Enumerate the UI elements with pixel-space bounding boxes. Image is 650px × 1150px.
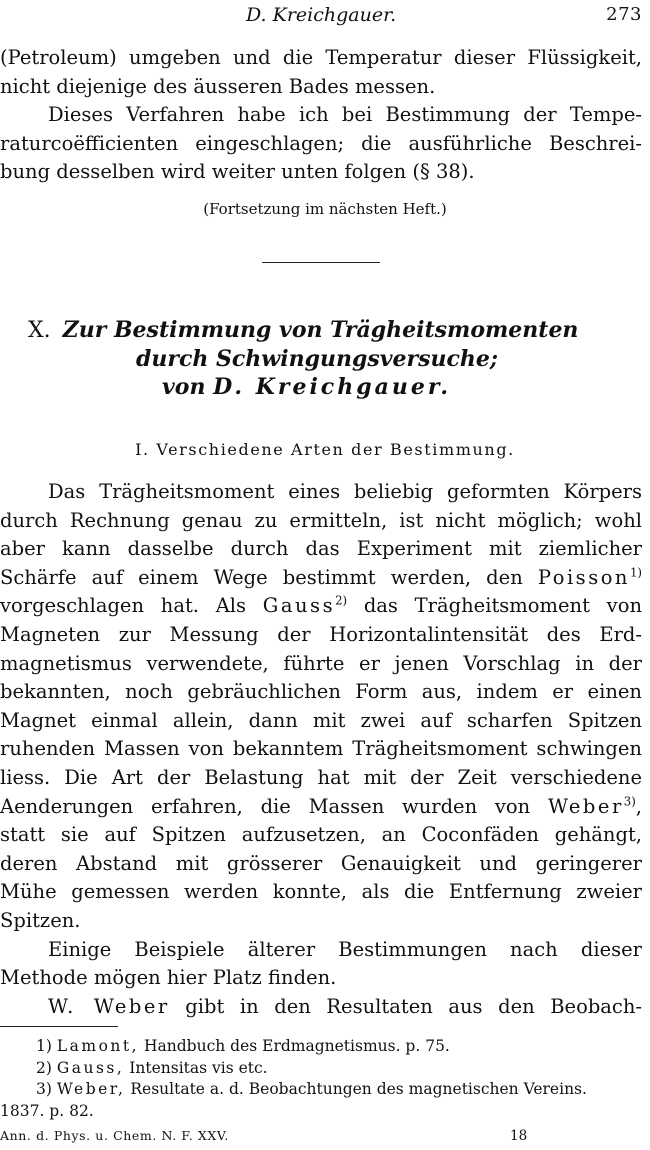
text-run: Aenderungen erfahren, die Massen wurden von: [0, 794, 531, 818]
text-line: Magnet einmal allein, dann mit zwei auf scharfen Spitzen: [0, 708, 642, 732]
text-line: bekannten, noch gebräuchlichen Form aus, indem er einen: [0, 680, 642, 704]
text-run: vorgeschlagen hat. Als: [0, 594, 247, 618]
text-line: statt sie auf Spitzen aufzusetzen, an Coconfäden gehängt,: [0, 823, 642, 847]
text-line: Mühe gemessen werden konnte, als die Entfernung zweier: [0, 880, 642, 904]
sheet-number: 18: [510, 1128, 528, 1144]
text-run: gibt in den Resultaten aus den Beobach-: [185, 994, 642, 1018]
footnote-text: Intensitas vis etc.: [129, 1058, 268, 1077]
text-line: durch Rechnung genau zu ermitteln, ist nicht möglich; wohl: [0, 508, 642, 532]
section-divider: [262, 262, 380, 263]
article-number: X.: [28, 318, 51, 343]
signature-line: [0, 1128, 650, 1148]
title-line-2: durch Schwingungsversuche;: [136, 346, 498, 372]
journal-signature: Ann. d. Phys. u. Chem. N. F. XXV.: [0, 1128, 229, 1143]
text-line: deren Abstand mit grösserer Genauigkeit und geringerer: [0, 851, 642, 875]
text-line: magnetismus verwendete, führte er jenen Vorschlag in der: [0, 651, 642, 675]
footnotes: [0, 1036, 642, 1122]
byline-author: D. Kreichgauer.: [213, 374, 452, 400]
text-run: Schärfe auf einem Wege bestimmt werden, den: [0, 565, 523, 589]
footnote-3: [0, 1079, 642, 1101]
text-line: [0, 564, 642, 593]
text-line: Das Trägheitsmoment eines beliebig geformten Körpers: [48, 480, 642, 503]
footnote-1: [0, 1036, 642, 1058]
article-title: [0, 316, 650, 401]
text-line: [0, 993, 642, 1022]
footnote-number: 1): [36, 1037, 52, 1055]
footnote-ref: 1): [630, 565, 642, 580]
footnote-text: Resultate a. d. Beobachtungen des magnetischen Vereins.: [130, 1080, 587, 1098]
citation-name: Weber: [547, 794, 624, 818]
text-line: (Petroleum) umgeben und die Temperatur dieser Flüssigkeit,: [0, 46, 642, 69]
text-line: liess. Die Art der Belastung hat mit der Zeit verschiedene: [0, 765, 642, 789]
text-line: Methode mögen hier Platz finden.: [0, 966, 337, 990]
text-line: ruhenden Massen von bekanntem Trägheitsmoment schwingen: [0, 737, 642, 761]
byline: [0, 373, 650, 401]
text-line: bung desselben wird weiter unten folgen (§ 38).: [0, 160, 475, 184]
text-line: Einige Beispiele älterer Bestimmungen nach dieser: [48, 937, 642, 961]
citation-name: W. Weber: [48, 994, 170, 1018]
previous-article-ending: [0, 44, 642, 187]
text-line: nicht diejenige des äusseren Bades messen.: [0, 74, 436, 98]
footnote-author: Gauss,: [56, 1058, 125, 1077]
footnote-divider: [0, 1026, 118, 1027]
text-line: raturcoëfficienten eingeschlagen; die ausführliche Beschrei-: [0, 131, 642, 155]
footnote-text: Handbuch des Erdmagnetismus. p. 75.: [144, 1037, 450, 1055]
running-head-author: D. Kreichgauer.: [246, 4, 397, 26]
text-run: ,: [635, 794, 642, 818]
page-number: 273: [606, 4, 642, 25]
footnote-ref: 2): [335, 593, 348, 608]
footnote-ref: 3): [623, 794, 636, 809]
footnote-2: [0, 1058, 642, 1080]
text-run: das Trägheitsmoment von: [363, 594, 642, 618]
continuation-note: (Fortsetzung im nächsten Heft.): [203, 200, 447, 218]
footnote-author: Weber,: [56, 1080, 126, 1098]
body-text: [0, 478, 642, 1021]
running-head: [0, 4, 650, 26]
footnote-3-continued: 1837. p. 82.: [0, 1101, 94, 1120]
text-line: aber kann dasselbe durch das Experiment mit ziemlicher: [0, 537, 642, 561]
text-line: [0, 592, 642, 621]
text-line: [0, 793, 642, 822]
footnote-author: Lamont,: [56, 1037, 140, 1055]
citation-name: Gauss: [262, 594, 336, 618]
footnote-number: 2): [36, 1058, 52, 1077]
byline-prefix: von: [162, 374, 206, 400]
text-line: Spitzen.: [0, 908, 81, 932]
citation-name: Poisson: [537, 565, 630, 589]
title-line-1: [0, 316, 650, 345]
footnote-number: 3): [36, 1080, 52, 1098]
text-line: Magneten zur Messung der Horizontalintensität des Erd-: [0, 622, 642, 646]
section-heading: I. Verschiedene Arten der Bestimmung.: [135, 440, 515, 459]
title-text-1: Zur Bestimmung von Trägheitsmomenten: [62, 317, 579, 343]
text-line: Dieses Verfahren habe ich bei Bestimmung der Tempe-: [48, 103, 642, 127]
